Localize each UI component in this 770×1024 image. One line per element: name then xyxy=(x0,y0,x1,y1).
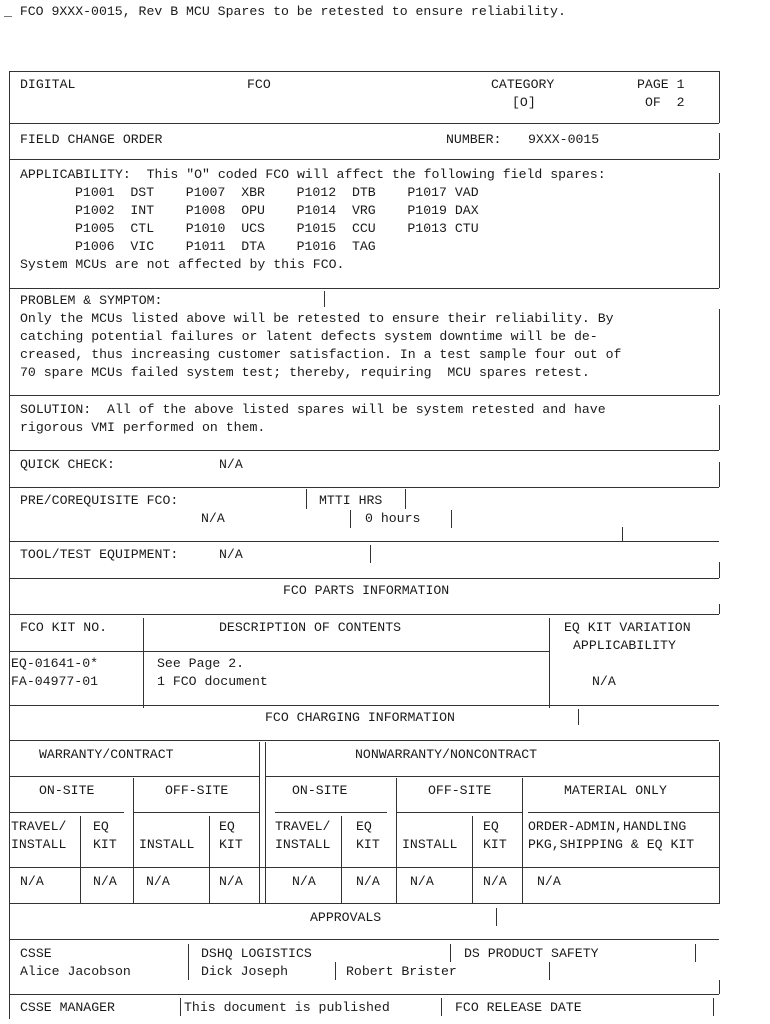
rule xyxy=(265,742,266,904)
category-value: [O] xyxy=(512,95,536,110)
applicability-heading: APPLICABILITY: This "O" coded FCO will affect the following field spares: xyxy=(20,167,606,182)
kit-label: KIT xyxy=(356,837,380,852)
eq-label: EQ xyxy=(93,819,109,834)
install-label: INSTALL xyxy=(11,837,67,852)
rule xyxy=(9,994,719,995)
rule xyxy=(472,816,473,904)
rule xyxy=(9,123,719,124)
rule xyxy=(496,908,497,926)
rule xyxy=(713,998,714,1016)
travel-label: TRAVEL/ xyxy=(11,819,67,834)
charge-value: N/A xyxy=(146,874,170,889)
col-kit-no: FCO KIT NO. xyxy=(20,620,108,635)
solution-line: SOLUTION: All of the above listed spares will be system retested and have xyxy=(20,402,606,417)
problem-heading: PROBLEM & SYMPTOM: xyxy=(20,293,163,308)
off-site-heading: OFF-SITE xyxy=(428,783,492,798)
rule xyxy=(396,778,397,904)
rule xyxy=(9,614,719,615)
dshq-name: Robert Brister xyxy=(346,964,457,979)
rule xyxy=(143,705,550,706)
page-label: PAGE 1 xyxy=(637,77,685,92)
kit-number: FA-04977-01 xyxy=(11,674,99,689)
warranty-heading: WARRANTY/CONTRACT xyxy=(39,747,174,762)
header-note: _ FCO 9XXX-0015, Rev B MCU Spares to be retested to ensure reliability. xyxy=(4,4,566,19)
on-site-heading: ON-SITE xyxy=(39,783,95,798)
material-only-heading: MATERIAL ONLY xyxy=(564,783,667,798)
rule xyxy=(719,133,720,159)
kit-description: 1 FCO document xyxy=(157,674,268,689)
rule xyxy=(143,651,550,652)
rule xyxy=(324,291,325,307)
tool-label: TOOL/TEST EQUIPMENT: xyxy=(20,547,179,562)
rule xyxy=(451,510,452,528)
rule xyxy=(9,903,719,904)
rule xyxy=(719,462,720,487)
number-value: 9XXX-0015 xyxy=(528,132,600,147)
rule xyxy=(622,527,623,541)
applicability-footer: System MCUs are not affected by this FCO. xyxy=(20,257,345,272)
charge-value: N/A xyxy=(410,874,434,889)
rule xyxy=(265,776,719,777)
company-name: DIGITAL xyxy=(20,77,76,92)
kit-description: See Page 2. xyxy=(157,656,245,671)
pkg-shipping-label: PKG,SHIPPING & EQ KIT xyxy=(528,837,695,852)
rule-top xyxy=(9,71,719,72)
rule xyxy=(9,939,719,940)
csse-label: CSSE xyxy=(20,946,52,961)
csse-name: Alice Jacobson xyxy=(20,964,131,979)
eq-label: EQ xyxy=(219,819,235,834)
rule-left xyxy=(9,71,10,1019)
rule xyxy=(80,816,81,904)
dshq-name: Dick Joseph xyxy=(201,964,289,979)
charge-value: N/A xyxy=(483,874,507,889)
charge-value: N/A xyxy=(20,874,44,889)
number-label: NUMBER: xyxy=(446,132,502,147)
eq-label: EQ xyxy=(356,819,372,834)
kit-number: EQ-01641-0* xyxy=(11,656,99,671)
rule xyxy=(180,998,181,1016)
charge-value: N/A xyxy=(219,874,243,889)
rule xyxy=(9,159,719,160)
nonwarranty-heading: NONWARRANTY/NONCONTRACT xyxy=(355,747,538,762)
charge-value: N/A xyxy=(93,874,117,889)
kit-label: KIT xyxy=(219,837,243,852)
charge-value: N/A xyxy=(292,874,316,889)
ds-safety-label: DS PRODUCT SAFETY xyxy=(464,946,599,961)
prereq-value: N/A xyxy=(201,511,225,526)
rule xyxy=(209,816,210,904)
rule xyxy=(9,395,719,396)
quick-check-label: QUICK CHECK: xyxy=(20,457,115,472)
charge-value: N/A xyxy=(537,874,561,889)
solution-line: rigorous VMI performed on them. xyxy=(20,420,266,435)
mtti-value: 0 hours xyxy=(365,511,421,526)
rule xyxy=(350,510,351,528)
rule xyxy=(9,812,124,813)
rule xyxy=(9,651,144,652)
charge-value: N/A xyxy=(356,874,380,889)
page-of: OF 2 xyxy=(645,95,685,110)
dshq-label: DSHQ LOGISTICS xyxy=(201,946,312,961)
rule xyxy=(695,944,696,962)
rule xyxy=(335,962,336,980)
col-applicability: APPLICABILITY xyxy=(573,638,676,653)
rule xyxy=(9,450,719,451)
rule xyxy=(133,778,134,904)
problem-line: 70 spare MCUs failed system test; thereby, requiring MCU spares retest. xyxy=(20,365,590,380)
rule xyxy=(719,604,720,614)
tool-value: N/A xyxy=(219,547,243,562)
rule xyxy=(405,489,406,509)
rule xyxy=(9,740,719,741)
spares-row: P1005 CTL P1010 UCS P1015 CCU P1013 CTU xyxy=(75,221,479,236)
rule-right xyxy=(719,71,720,123)
published-note: This document is published xyxy=(184,1000,390,1015)
doc-type: FCO xyxy=(247,77,271,92)
charging-title: FCO CHARGING INFORMATION xyxy=(265,710,455,725)
rule xyxy=(719,742,720,904)
col-variation: EQ KIT VARIATION xyxy=(564,620,691,635)
problem-line: Only the MCUs listed above will be retested to ensure their reliability. By xyxy=(20,311,614,326)
rule xyxy=(441,998,442,1016)
install-label: INSTALL xyxy=(275,837,331,852)
eq-label: EQ xyxy=(483,819,499,834)
rule xyxy=(549,618,550,708)
approvals-title: APPROVALS xyxy=(310,910,382,925)
parts-title: FCO PARTS INFORMATION xyxy=(283,583,450,598)
spares-row: P1002 INT P1008 OPU P1014 VRG P1019 DAX xyxy=(75,203,479,218)
rule xyxy=(133,812,259,813)
rule xyxy=(450,944,451,962)
csse-manager-label: CSSE MANAGER xyxy=(20,1000,115,1015)
rule xyxy=(9,487,719,488)
rule xyxy=(549,705,719,706)
travel-label: TRAVEL/ xyxy=(275,819,331,834)
rule xyxy=(9,705,144,706)
on-site-heading: ON-SITE xyxy=(292,783,348,798)
col-description: DESCRIPTION OF CONTENTS xyxy=(219,620,402,635)
rule xyxy=(719,173,720,288)
rule xyxy=(578,709,579,725)
install-label: INSTALL xyxy=(402,837,458,852)
rule xyxy=(370,545,371,563)
rule xyxy=(549,962,550,980)
order-admin-label: ORDER-ADMIN,HANDLING xyxy=(528,819,687,834)
rule xyxy=(341,816,342,904)
spares-row: P1006 VIC P1011 DTA P1016 TAG xyxy=(75,239,376,254)
install-label: INSTALL xyxy=(139,837,195,852)
spares-row: P1001 DST P1007 XBR P1012 DTB P1017 VAD xyxy=(75,185,479,200)
order-title: FIELD CHANGE ORDER xyxy=(20,132,163,147)
rule xyxy=(522,778,523,904)
kit-label: KIT xyxy=(483,837,507,852)
mtti-label: MTTI HRS xyxy=(319,493,383,508)
rule xyxy=(306,489,307,509)
rule xyxy=(9,776,260,777)
variation-value: N/A xyxy=(592,674,616,689)
rule xyxy=(143,618,144,708)
release-date-label: FCO RELEASE DATE xyxy=(455,1000,582,1015)
rule xyxy=(9,541,719,542)
rule xyxy=(259,742,260,904)
rule xyxy=(719,980,720,994)
rule xyxy=(9,288,719,289)
rule xyxy=(719,562,720,578)
rule xyxy=(396,812,522,813)
rule xyxy=(9,867,719,868)
rule xyxy=(9,578,719,579)
category-label: CATEGORY xyxy=(491,77,555,92)
prereq-label: PRE/COREQUISITE FCO: xyxy=(20,493,179,508)
problem-line: catching potential failures or latent defects system downtime will be de- xyxy=(20,329,598,344)
rule xyxy=(528,812,719,813)
rule xyxy=(275,812,387,813)
off-site-heading: OFF-SITE xyxy=(165,783,229,798)
rule xyxy=(719,309,720,395)
quick-check-value: N/A xyxy=(219,457,243,472)
rule xyxy=(188,944,189,980)
rule xyxy=(719,405,720,450)
problem-line: creased, thus increasing customer satisfaction. In a test sample four out of xyxy=(20,347,622,362)
kit-label: KIT xyxy=(93,837,117,852)
